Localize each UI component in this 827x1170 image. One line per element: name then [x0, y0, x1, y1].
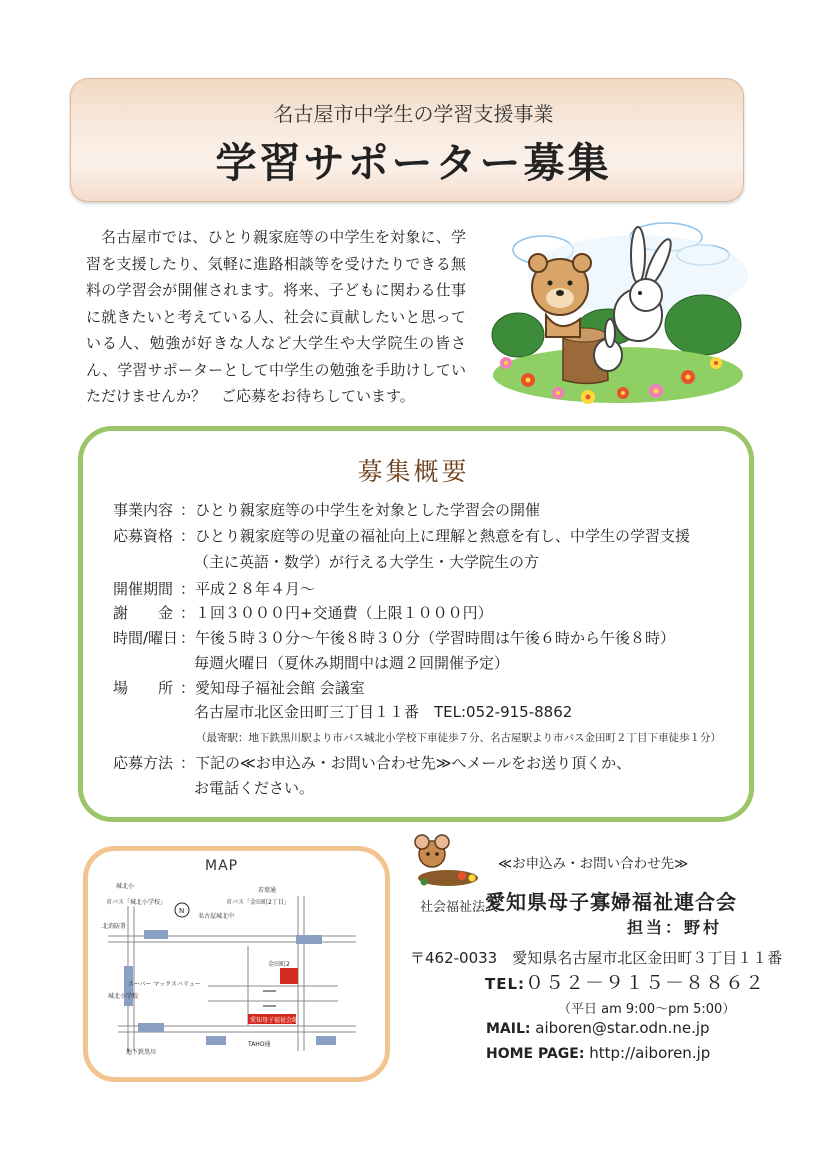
contact-hours: （平日 am 9:00～pm 5:00） — [558, 1002, 736, 1017]
tel-label: TEL: — [485, 975, 526, 993]
contact-heading: ≪お申込み・お問い合わせ先≫ — [498, 856, 689, 872]
map-label-supermarket: スーパー マックスバリュー — [128, 981, 201, 988]
label-shakin: 謝 金 — [113, 604, 174, 622]
label-shikaku: 応募資格 — [113, 527, 174, 545]
label-hoho: 応募方法 — [113, 754, 174, 772]
map-label-taho: TAHO通 — [248, 1041, 271, 1048]
map-label-kanada: 金田町2 — [268, 961, 290, 968]
map-label-kita-police: 北消防署 — [102, 923, 127, 930]
value-hoho-1: ：下記の≪お申込み・お問い合わせ先≫へメールをお送り頂くか、 — [180, 754, 632, 772]
value-shikaku-2: （主に英語・数学）が行える大学生・大学院生の方 — [194, 553, 540, 571]
value-basho-1: ：愛知母子福祉会館 会議室 — [180, 679, 365, 697]
contact-homepage — [486, 1044, 710, 1062]
map-label-wakaba: 若葉通 — [258, 887, 277, 894]
org-name: 愛知県母子寡婦福祉連合会 — [485, 890, 737, 914]
value-shakin: ：１回３０００円+交通費（上限１０００円） — [180, 604, 493, 622]
map-title: MAP — [205, 858, 239, 874]
map-label-bus-kanada: 市バス「金田町2丁目」 — [226, 899, 290, 906]
homepage-label: HOME PAGE: — [486, 1046, 585, 1062]
contact-person: 担当：野村 — [627, 918, 723, 937]
contact-tel — [485, 968, 765, 995]
recruitment-title: 募集概要 — [357, 457, 470, 486]
label-basho: 場 所 — [113, 679, 174, 697]
page-title: 学習サポーター募集 — [215, 139, 612, 187]
mail-label: MAIL: — [486, 1021, 531, 1037]
value-jikan-2: 毎週火曜日（夏休み期間中は週２回開催予定） — [194, 654, 510, 672]
value-kikan: ：平成２８年４月～ — [180, 580, 316, 598]
value-basho-2: 名古屋市北区金田町三丁目１１番 TEL:052-915-8862 — [194, 703, 573, 721]
map-label-jobaku-shogakko: 城北小学校 — [108, 993, 139, 1000]
label-jikan: 時間/曜日 — [113, 629, 179, 647]
label-kikan: 開催期間 — [113, 580, 174, 598]
contact-mail — [486, 1019, 710, 1037]
access-map — [98, 876, 366, 1056]
svg-text:N: N — [179, 907, 185, 915]
tel-number[interactable]: ０５２－９１５－８８６２ — [525, 972, 766, 994]
bear-rabbit-illustration — [488, 215, 748, 410]
contact-address: 〒462-0033 愛知県名古屋市北区金田町３丁目１１番 — [410, 949, 783, 967]
label-jigyo: 事業内容 — [113, 501, 174, 519]
org-prefix: 社会福祉法人 — [420, 900, 499, 915]
map-label-station: 地下鉄黒川 — [126, 1049, 157, 1056]
value-shikaku-1: ：ひとり親家庭等の児童の福祉向上に理解と熱意を有し、中学生の学習支援 — [180, 527, 691, 545]
intro-paragraph: 名古屋市では、ひとり親家庭等の中学生を対象に、学習を支援したり、気軽に進路相談等を受けたりできる無料の学習会が開催されます。将来、子どもに関わる仕事に就きたいと考えている人、社会に貢献したいと思っている人、勉強が好きな人など大学生や大学院生の皆さん、学習サポーターとして中学生の勉強を手助けしていただけませんか？ ご応募をお待ちしています。 — [86, 228, 466, 405]
value-jigyo: ：ひとり親家庭等の中学生を対象とした学習会の開催 — [180, 501, 541, 519]
homepage-link[interactable]: http://aiboren.jp — [589, 1044, 711, 1062]
nearest-station-note: （最寄駅：地下鉄黒川駅より市バス城北小学校下車徒歩７分、名古屋駅より市バス金田町２丁目下車徒歩１分） — [196, 732, 721, 744]
header-subtitle: 名古屋市中学生の学習支援事業 — [273, 102, 554, 126]
map-label-target: 愛知母子福祉会館 — [250, 1017, 299, 1024]
value-jikan-1: ：午後５時３０分～午後８時３０分（学習時間は午後６時から午後８時） — [180, 629, 676, 647]
mail-address-link[interactable]: aiboren@star.odn.ne.jp — [535, 1019, 710, 1037]
map-label-junior-high: 名古屋城北中 — [198, 913, 235, 920]
value-hoho-2: お電話ください。 — [194, 779, 315, 797]
mouse-mascot-icon — [410, 832, 480, 888]
map-label-shiroshoboku: 城北小 — [116, 883, 135, 890]
map-label-bus-jobaku: 市バス「城北小学校」 — [106, 899, 167, 906]
